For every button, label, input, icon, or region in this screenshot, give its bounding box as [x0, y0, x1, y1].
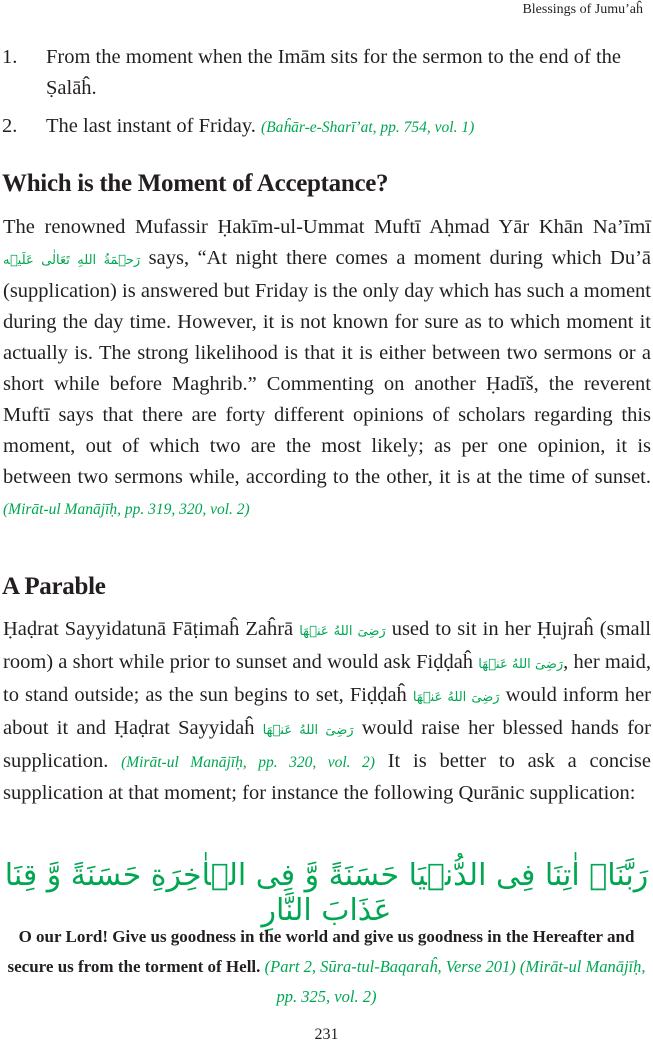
- list-item-number: 1.: [2, 46, 18, 68]
- honorific-glyph: رَحۡمَةُ اللهِ تَعَالٰی عَلَيۡه: [3, 253, 141, 268]
- numbered-list: [0, 42, 653, 143]
- section-heading-moment-of-acceptance: Which is the Moment of Acceptance?: [2, 170, 389, 197]
- honorific-glyph: رَضِیَ اللهُ عَنۡهَا: [262, 723, 354, 738]
- honorific-glyph: رَضِیَ اللهُ عَنۡهَا: [478, 657, 564, 672]
- list-item: [0, 111, 653, 143]
- running-header: Blessings of Jumu’aĥ: [522, 2, 643, 17]
- list-item: [0, 42, 653, 104]
- reference-citation: (Mirāt-ul Manājīḥ, pp. 319, 320, vol. 2): [3, 501, 250, 518]
- page-number: 231: [314, 1026, 339, 1043]
- verse-translation: O our Lord! Give us goodness in the world and give us goodness in the Hereafter and secure us from the torment of Hell. (Part 2, Sūra-tul-Baqaraĥ, Verse 201) (Mirāt-ul Manājīḥ, pp. 325, vol. 2): [7, 927, 646, 1006]
- section-heading-parable: A Parable: [2, 573, 106, 600]
- reference-citation: (Baĥār-e-Sharī’at, pp. 754, vol. 1): [261, 119, 475, 136]
- paragraph-parable: Ḥaḍrat Sayyidatunā Fāṭimaĥ Zaĥrā رَضِیَ اللهُ عَنۡهَا used to sit in her Ḥujraĥ (small room) a short while prior to sunset and would ask Fiḍḍaĥ رَضِیَ اللهُ عَنۡهَا, her maid, to stand outside; as the sun begins to set, Fiḍḍaĥ رَضِیَ اللهُ عَنۡهَا would inform her about it and Ḥaḍrat Sayyidaĥ رَضِیَ اللهُ عَنۡهَا would raise her blessed hands for supplication. (Mirāt-ul Manājīḥ, pp. 320, vol. 2) It is better to ask a concise supplication at that moment; for instance the following Qurānic supplication:: [3, 618, 651, 804]
- reference-citation: (Mirāt-ul Manājīḥ, pp. 320, vol. 2): [121, 754, 375, 771]
- paragraph-moment-of-acceptance: The renowned Mufassir Ḥakīm-ul-Ummat Muftī Aḥmad Yār Khān Na’īmī رَحۡمَةُ اللهِ تَعَالٰی عَلَيۡه says, “At night there comes a moment during which Du’ā (supplication) is answered but Friday is the only day which has such a moment during the day time. However, it is not known for sure as to which moment it actually is. The strong likelihood is that it is either between two sermons or a short while before Maghrib.” Commenting on another Ḥadīš, the reverent Muftī says that there are forty different opinions of scholars regarding this moment, out of which two are the most likely; as per one opinion, it is between two sermons while, according to the other, it is at the time of sunset. (Mirāt-ul Manājīḥ, pp. 319, 320, vol. 2): [3, 216, 651, 518]
- list-item-text: From the moment when the Imām sits for the sermon to the end of the Ṣalāĥ.: [46, 46, 622, 99]
- reference-citation: (Part 2, Sūra-tul-Baqaraĥ, Verse 201) (Mirāt-ul Manājīḥ, pp. 325, vol. 2): [264, 957, 646, 1006]
- list-item-text: The last instant of Friday. (Baĥār-e-Sharī’at, pp. 754, vol. 1): [46, 115, 475, 137]
- list-item-number: 2.: [2, 115, 18, 137]
- honorific-glyph: رَضِیَ اللهُ عَنۡهَا: [299, 624, 386, 639]
- quranic-verse-arabic: رَبَّنَاۤ اٰتِنَا فِی الدُّنۡیَا حَسَنَةً وَّ فِی الۡاٰخِرَةِ حَسَنَةً وَّ قِنَا عَذَابَ النَّارِ: [4, 858, 649, 928]
- honorific-glyph: رَضِیَ اللهُ عَنۡهَا: [412, 690, 500, 705]
